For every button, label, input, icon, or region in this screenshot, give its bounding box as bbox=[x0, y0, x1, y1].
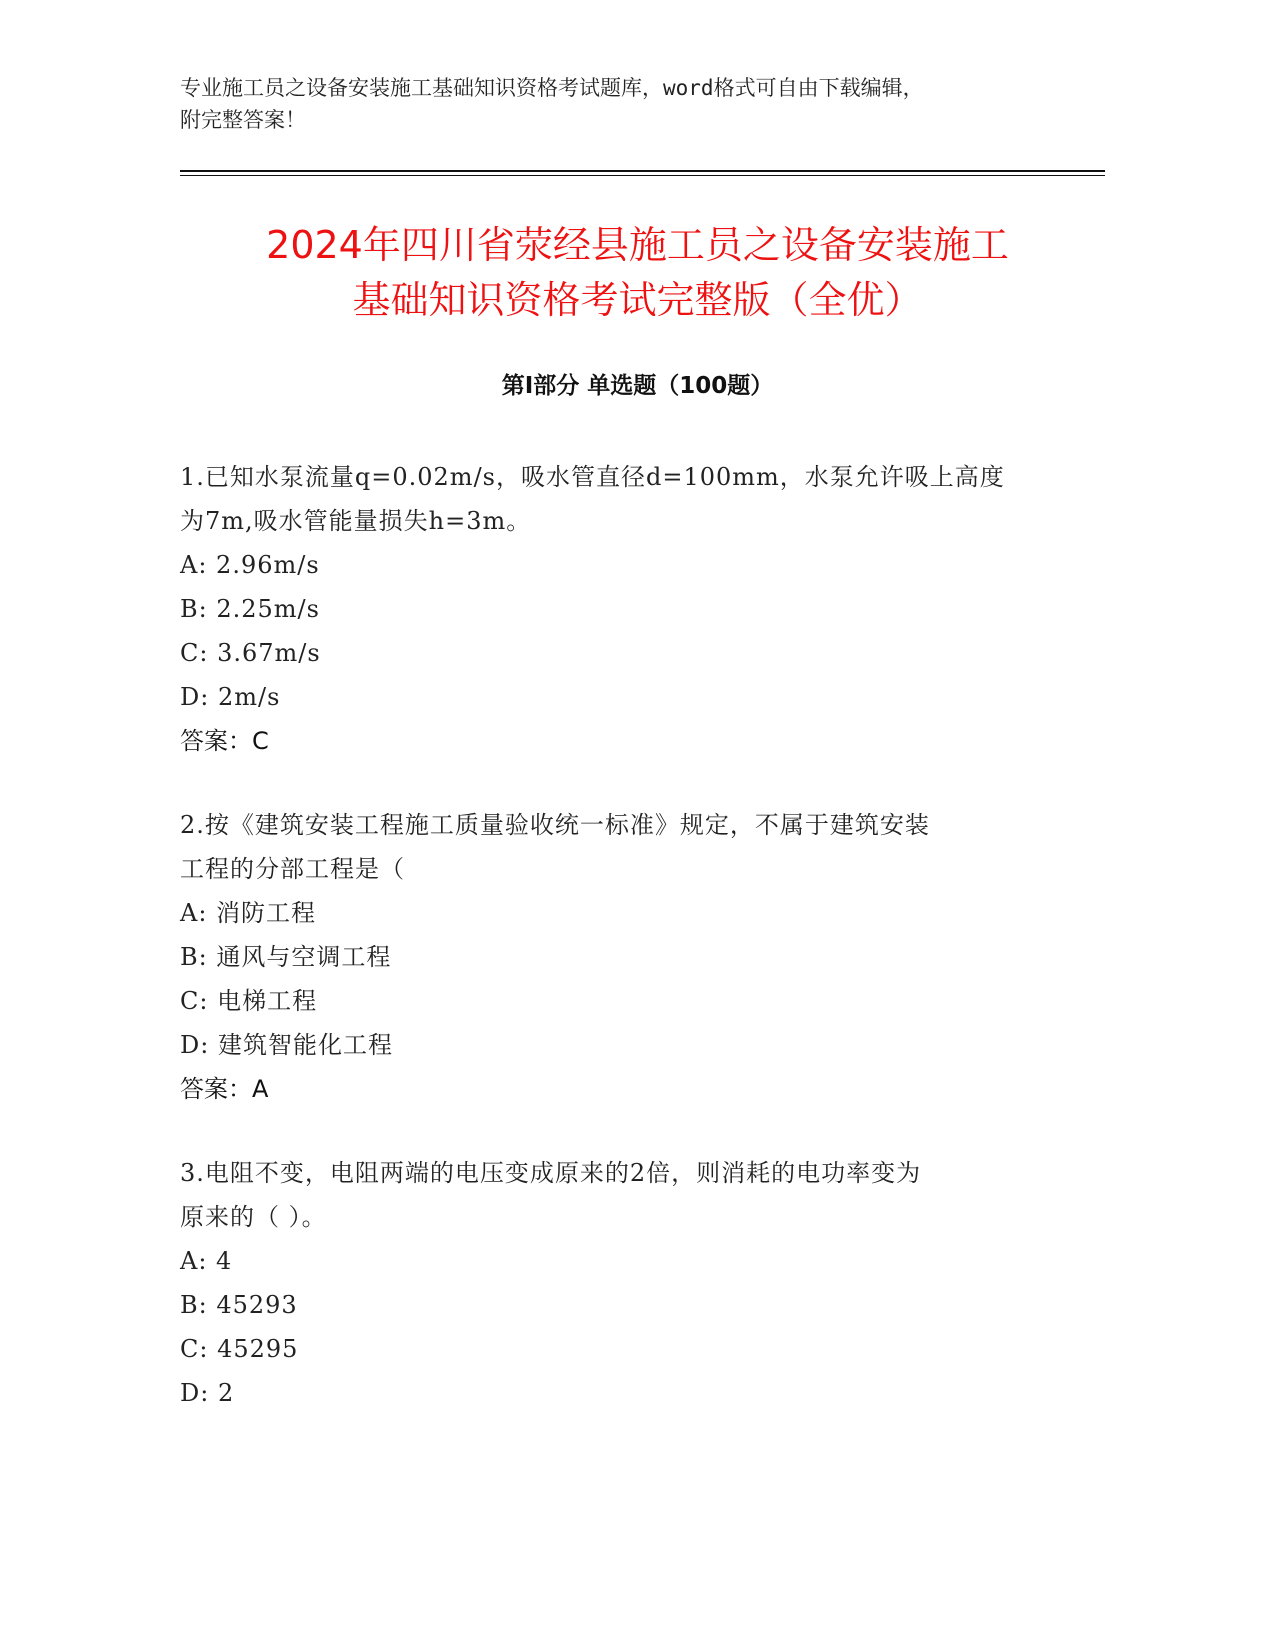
question-stem-line-2: 原来的（ ）。 bbox=[180, 1203, 327, 1231]
option-c: C: 电梯工程 bbox=[180, 987, 318, 1015]
option-d: D: 建筑智能化工程 bbox=[180, 1031, 393, 1059]
option-a: A: 消防工程 bbox=[180, 899, 317, 927]
option-c: C: 3.67m/s bbox=[180, 639, 321, 667]
answer-label: 答案：C bbox=[180, 727, 269, 755]
question-3 bbox=[180, 1151, 1050, 1415]
question-stem-line-1: 3.电阻不变，电阻两端的电压变成原来的2倍，则消耗的电功率变为 bbox=[180, 1159, 922, 1187]
option-d: D: 2 bbox=[180, 1379, 235, 1407]
question-stem-line-2: 为7m,吸水管能量损失h=3m。 bbox=[180, 507, 532, 535]
document-title-line-1: 2024年四川省荥经县施工员之设备安装施工 bbox=[266, 223, 1009, 267]
question-stem-line-1: 1.已知水泵流量q=0.02m/s，吸水管直径d=100mm，水泵允许吸上高度 bbox=[180, 463, 1005, 491]
question-2 bbox=[180, 803, 1050, 1111]
header-note-line-2: 附完整答案！ bbox=[180, 108, 306, 132]
document-title bbox=[150, 218, 1125, 328]
question-stem bbox=[180, 1151, 1050, 1239]
question-1 bbox=[180, 455, 1050, 763]
answer-label: 答案：A bbox=[180, 1075, 269, 1103]
option-b: B: 45293 bbox=[180, 1291, 298, 1319]
option-a: A: 2.96m/s bbox=[180, 551, 320, 579]
header-divider-thin bbox=[180, 175, 1105, 176]
header-divider-thick bbox=[180, 170, 1105, 172]
option-c: C: 45295 bbox=[180, 1335, 299, 1363]
option-d: D: 2m/s bbox=[180, 683, 281, 711]
document-title-line-2: 基础知识资格考试完整版（全优） bbox=[352, 278, 923, 322]
section-heading: 第Ⅰ部分 单选题（100题） bbox=[501, 373, 774, 399]
option-b: B: 通风与空调工程 bbox=[180, 943, 392, 971]
option-a: A: 4 bbox=[180, 1247, 233, 1275]
question-list bbox=[180, 455, 1050, 1455]
question-stem-line-2: 工程的分部工程是（ bbox=[180, 855, 405, 883]
header-note bbox=[180, 72, 1060, 136]
question-stem-line-1: 2.按《建筑安装工程施工质量验收统一标准》规定，不属于建筑安装 bbox=[180, 811, 930, 839]
option-b: B: 2.25m/s bbox=[180, 595, 320, 623]
question-stem bbox=[180, 455, 1050, 543]
question-stem bbox=[180, 803, 1050, 891]
header-note-line-1: 专业施工员之设备安装施工基础知识资格考试题库，word格式可自由下载编辑， bbox=[180, 76, 924, 100]
